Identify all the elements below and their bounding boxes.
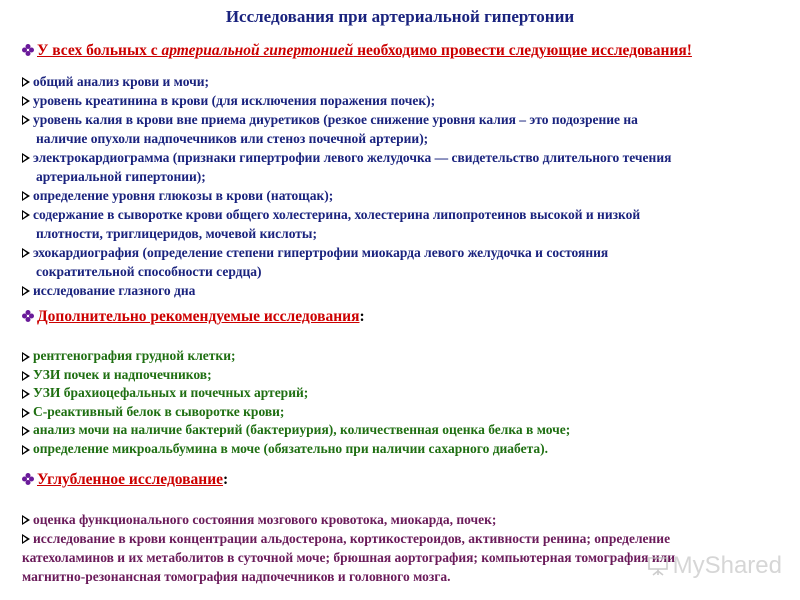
section1-heading-text-2: необходимо провести следующие исследования! <box>353 42 692 59</box>
section1-heading <box>22 42 692 60</box>
arrow-bullet-icon <box>22 248 30 258</box>
list-item: исследование в крови концентрации альдостерона, кортикостероидов, активности ренина; определение катехоламинов и их метаболитов в суточной моче; брюшная аортография; компьютерная томография или магнитно-резонансная томография надпочечников и головного мозга. <box>22 531 675 584</box>
arrow-bullet-icon <box>22 77 30 87</box>
list-item: эхокардиография (определение степени гипертрофии миокарда левого желудочка и состояния сократительной способности сердца) <box>22 243 792 281</box>
list-item: уровень калия в крови вне приема диуретиков (резкое снижение уровня калия – это подозрение на наличие опухоли надпочечников или стеноз почечной артерии); <box>22 110 792 148</box>
section3-heading <box>22 471 228 489</box>
section2-heading <box>22 308 365 326</box>
presentation-board-icon <box>647 556 669 576</box>
arrow-bullet-icon <box>22 371 30 381</box>
list-item: оценка функционального состояния мозгового кровотока, миокарда, почек; <box>22 510 792 529</box>
list-item: содержание в сыворотке крови общего холестерина, холестерина липопротеинов высокой и низкой плотности, триглицеридов, мочевой кислоты; <box>22 205 792 243</box>
list-item: определение микроальбумина в моче (обязательно при наличии сахарного диабета). <box>22 440 792 459</box>
section2-heading-colon: : <box>359 308 365 325</box>
list-item: УЗИ почек и надпочечников; <box>22 366 792 385</box>
arrow-bullet-icon <box>22 153 30 163</box>
section1-heading-italic: артериальной гипертонией <box>161 42 354 59</box>
list-item: электрокардиограмма (признаки гипертрофии левого желудочка — свидетельство длительного течения артериальной гипертонии); <box>22 148 792 186</box>
arrow-bullet-icon <box>22 426 30 436</box>
list-item: исследование глазного дна <box>22 281 792 300</box>
list-item: уровень креатинина в крови (для исключения поражения почек); <box>22 91 792 110</box>
arrow-bullet-icon <box>22 352 30 362</box>
arrow-bullet-icon <box>22 210 30 220</box>
section2-list <box>22 347 792 458</box>
arrow-bullet-icon <box>22 96 30 106</box>
section3-heading-colon: : <box>223 471 229 488</box>
diamond-bullet-icon <box>22 473 34 485</box>
list-item: анализ мочи на наличие бактерий (бактериурия), количественная оценка белка в моче; <box>22 421 792 440</box>
arrow-bullet-icon <box>22 191 30 201</box>
arrow-bullet-icon <box>22 408 30 418</box>
arrow-bullet-icon <box>22 115 30 125</box>
section1-heading-text-1: У всех больных с <box>37 42 162 59</box>
list-item: общий анализ крови и мочи; <box>22 72 792 91</box>
list-item: С-реактивный белок в сыворотке крови; <box>22 403 792 422</box>
list-item: определение уровня глюкозы в крови (натощак); <box>22 186 792 205</box>
section3-heading-text: Углубленное исследование <box>37 471 224 488</box>
arrow-bullet-icon <box>22 515 30 525</box>
arrow-bullet-icon <box>22 389 30 399</box>
page-title: Исследования при артериальной гипертонии <box>225 7 575 26</box>
list-item: УЗИ брахиоцефальных и почечных артерий; <box>22 384 792 403</box>
watermark-text: MyShared <box>672 552 782 579</box>
diamond-bullet-icon <box>22 44 34 56</box>
section1-list <box>22 72 792 300</box>
section2-heading-text: Дополнительно рекомендуемые исследования <box>37 308 360 325</box>
watermark <box>647 552 782 580</box>
diamond-bullet-icon <box>22 310 34 322</box>
arrow-bullet-icon <box>22 286 30 296</box>
arrow-bullet-icon <box>22 534 30 544</box>
arrow-bullet-icon <box>22 445 30 455</box>
list-item: рентгенография грудной клетки; <box>22 347 792 366</box>
